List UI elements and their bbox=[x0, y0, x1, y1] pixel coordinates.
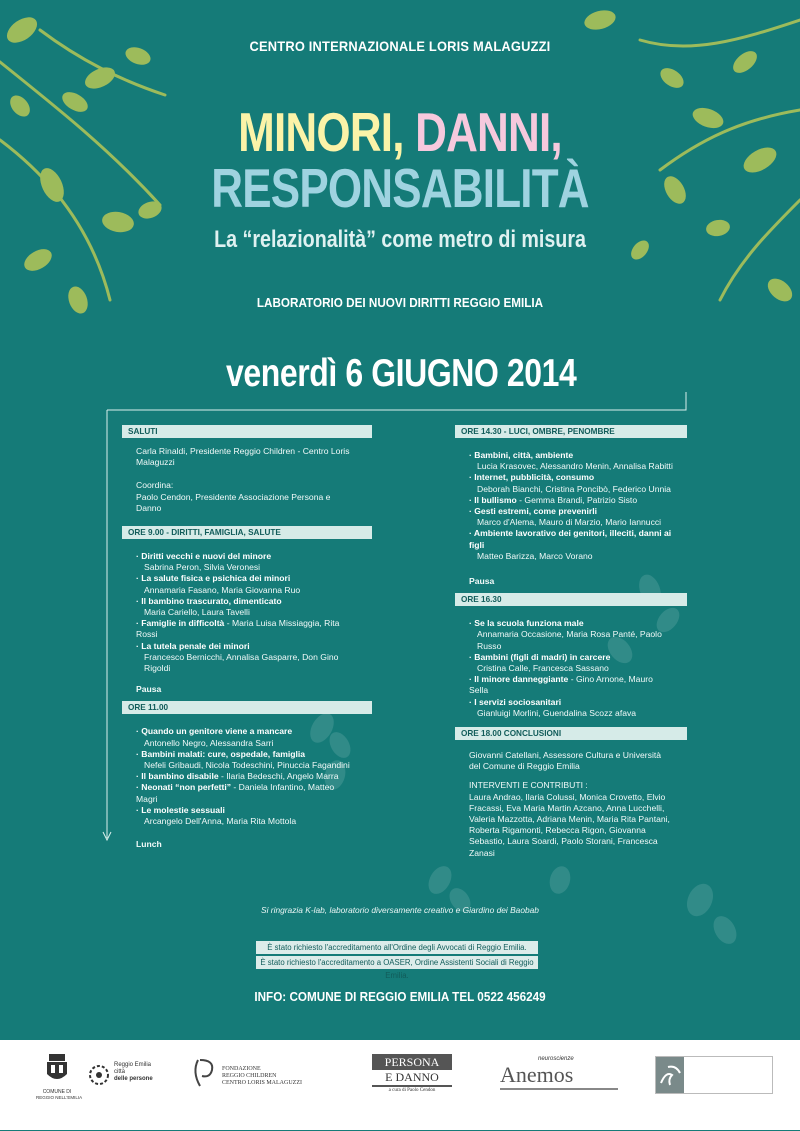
pausa-label: Pausa bbox=[469, 576, 495, 587]
title-line-1 bbox=[80, 101, 720, 163]
fondazione-line-1: FONDAZIONE bbox=[222, 1066, 261, 1072]
program-item-title: · Il minore danneggiante bbox=[469, 674, 569, 685]
persona-danno-logo bbox=[372, 1054, 452, 1095]
accreditation-note: È stato richiesto l'accreditamento all'Ordine degli Avvocati di Reggio Emilia. bbox=[256, 941, 538, 954]
program-item-speakers: Deborah Bianchi, Cristina Poncibò, Federico Unnia bbox=[477, 483, 671, 494]
citta-line-3: delle persone bbox=[114, 1076, 153, 1082]
program-item-title: · Diritti vecchi e nuovi del minore bbox=[136, 551, 272, 562]
program-item-speakers: Arcangelo Dell'Anna, Maria Rita Mottola bbox=[144, 816, 297, 827]
conclusioni-block bbox=[455, 740, 687, 859]
leaf-icon bbox=[21, 245, 56, 276]
program-item bbox=[136, 641, 358, 675]
anemos-small: neuroscienze bbox=[538, 1056, 574, 1062]
lab-line: LABORATORIO DEI NUOVI DIRITTI REGGIO EMILIA bbox=[256, 295, 544, 310]
program-item-speakers: Francesco Bernicchi, Annalisa Gasparre, Don Gino Rigoldi bbox=[144, 651, 339, 674]
program-item bbox=[469, 618, 673, 652]
thanks-note: Si ringrazia K-lab, laboratorio diversamente creativo e Giardino dei Baobab bbox=[261, 905, 539, 915]
program-item-title: · Internet, pubblicità, consumo bbox=[469, 472, 595, 483]
title-line-2: RESPONSABILITÀ bbox=[211, 157, 589, 219]
session-header: ORE 9.00 - DIRITTI, FAMIGLIA, SALUTE bbox=[122, 526, 372, 539]
session-list bbox=[455, 606, 687, 719]
fondazione-line-3: CENTRO LORIS MALAGUZZI bbox=[222, 1080, 302, 1086]
program-item bbox=[469, 506, 673, 528]
program-item-speakers: - Gino Arnone, Mauro Sella bbox=[469, 674, 653, 696]
program-item-title: · Neonati “non perfetti” bbox=[136, 782, 232, 793]
leaf-icon bbox=[657, 64, 687, 92]
program-item-speakers: - Ilaria Bedeschi, Angelo Marra bbox=[218, 771, 339, 782]
program-item bbox=[469, 450, 673, 472]
program-item-speakers: Sabrina Peron, Silvia Veronesi bbox=[144, 562, 261, 573]
program-item bbox=[136, 782, 358, 804]
saluti-header: SALUTI bbox=[122, 425, 372, 438]
event-date: venerdì 6 GIUGNO 2014 bbox=[226, 352, 577, 395]
program-item-speakers: Nefeli Gribaudi, Nicola Todeschini, Pinuccia Fagandini bbox=[144, 760, 350, 771]
comune-line-1: COMUNE DI bbox=[42, 1089, 72, 1095]
leaf-icon bbox=[35, 164, 68, 205]
interventi-text: Laura Andrao, Ilaria Colussi, Monica Crovetto, Elvio Fracassi, Eva Maria Martin Azcano, Anna Lucchelli, Valeria Mazzotta, Adriana Menin, Maria Rita Pantani, Roberta Rigamonti, Rebecca Rigon, Giovanna Sebastio, Laura Soardi, Paolo Storani, Francesca Zanasi bbox=[469, 791, 670, 858]
program-item-title: · La salute fisica e psichica dei minori bbox=[136, 573, 291, 584]
citta-line-1: Reggio Emilia bbox=[114, 1062, 152, 1068]
persona-top: PERSONA bbox=[372, 1054, 452, 1070]
program-item-speakers: - Gemma Brandi, Patrizio Sisto bbox=[516, 494, 638, 505]
citta-line-2: città bbox=[114, 1069, 126, 1075]
coordina-label: Coordina: bbox=[136, 480, 174, 491]
program-item-speakers: Annamaria Fasano, Maria Giovanna Ruo bbox=[144, 584, 301, 595]
program-item-speakers: Cristina Calle, Francesca Sassano bbox=[477, 663, 609, 674]
program-right-column bbox=[455, 425, 687, 859]
program-item-title: · Se la scuola funziona male bbox=[469, 618, 584, 629]
program-item-speakers: Matteo Barizza, Marco Vorano bbox=[477, 550, 593, 561]
session-header: ORE 14.30 - LUCI, OMBRE, PENOMBRE bbox=[455, 425, 687, 438]
program-item bbox=[469, 528, 673, 562]
program-item-title: · Bambini malati: cure, ospedale, famiglia bbox=[136, 748, 306, 759]
program-left-column bbox=[122, 425, 372, 856]
klab-logo bbox=[655, 1056, 773, 1094]
leaf-icon bbox=[763, 274, 796, 306]
program-item bbox=[136, 551, 358, 573]
program-item bbox=[469, 472, 673, 494]
citta-circle-icon bbox=[88, 1064, 110, 1086]
anemos-name: Anemos bbox=[500, 1062, 574, 1087]
leaf-icon bbox=[582, 7, 618, 33]
program-item-speakers: Marco d'Alema, Mauro di Marzio, Mario Iannucci bbox=[477, 517, 662, 528]
program-item bbox=[136, 749, 358, 771]
program-item-speakers: - Daniela Infantino, Matteo Magri bbox=[136, 782, 335, 804]
leaf-icon bbox=[6, 92, 34, 121]
program-item-speakers: Annamaria Occasione, Maria Rosa Panté, Paolo Russo bbox=[477, 629, 662, 651]
sponsor-footer bbox=[0, 1040, 800, 1130]
program-item bbox=[469, 495, 673, 506]
info-contact: INFO: COMUNE DI REGGIO EMILIA TEL 0522 456249 bbox=[254, 989, 546, 1004]
program-item bbox=[136, 771, 358, 782]
fondazione-symbol-icon bbox=[190, 1056, 220, 1090]
session-list bbox=[122, 714, 372, 827]
comune-line-2: REGGIO NELL'EMILIA bbox=[36, 1095, 83, 1100]
program-item bbox=[136, 726, 358, 748]
program-item bbox=[469, 674, 673, 696]
title-word-danni: DANNI, bbox=[415, 101, 562, 163]
accreditation-note: È stato richiesto l'accreditamento a OASER, Ordine Assistenti Sociali di Reggio Emilia. bbox=[256, 956, 538, 969]
saluti-text: Carla Rinaldi, Presidente Reggio Children - Centro Loris Malaguzzi bbox=[136, 446, 350, 468]
pausa-label: Pausa bbox=[136, 684, 162, 695]
session-header: ORE 11.00 bbox=[122, 701, 372, 714]
program-item-title: · Il bullismo bbox=[469, 494, 517, 505]
program-item-title: · Quando un genitore viene a mancare bbox=[136, 726, 293, 737]
program-item-title: · Ambiente lavorativo dei genitori, illeciti, danni ai figli bbox=[469, 528, 672, 550]
program-item-title: · I servizi sociosanitari bbox=[469, 696, 562, 707]
session-header: ORE 16.30 bbox=[455, 593, 687, 606]
interventi-label: INTERVENTI E CONTRIBUTI : bbox=[469, 780, 588, 791]
program-item-title: · Famiglie in difficoltà bbox=[136, 618, 225, 629]
program-item-title: · Bambini (figli di madri) in carcere bbox=[469, 651, 611, 662]
program-item bbox=[136, 805, 358, 827]
coordina-text: Paolo Cendon, Presidente Associazione Persona e Danno bbox=[136, 491, 331, 513]
conclusioni-text: Giovanni Catellani, Assessore Cultura e Università del Comune di Reggio Emilia bbox=[469, 750, 662, 772]
program-item-title: · Il bambino trascurato, dimenticato bbox=[136, 595, 282, 606]
title-word-minori: MINORI, bbox=[238, 101, 404, 163]
program-item-title: · Il bambino disabile bbox=[136, 771, 219, 782]
program-item-title: · Gesti estremi, come prevenirli bbox=[469, 506, 598, 517]
program-item bbox=[469, 652, 673, 674]
coat-of-arms-icon bbox=[43, 1052, 71, 1084]
organizer: CENTRO INTERNAZIONALE LORIS MALAGUZZI bbox=[249, 38, 551, 54]
session-list bbox=[455, 438, 687, 562]
program-item-speakers: Gianluigi Morlini, Guendalina Scozz afava bbox=[477, 707, 637, 718]
program-item-speakers: Maria Cariello, Laura Tavelli bbox=[144, 607, 250, 618]
program-item bbox=[136, 618, 358, 640]
program-item-title: · Le molestie sessuali bbox=[136, 804, 225, 815]
hands-icon bbox=[656, 1057, 684, 1093]
comune-logo bbox=[36, 1052, 83, 1101]
program-item bbox=[136, 573, 358, 595]
lunch-label: Lunch bbox=[136, 839, 162, 850]
program-item-speakers: Antonello Negro, Alessandra Sarri bbox=[144, 737, 274, 748]
session-list bbox=[122, 539, 372, 674]
leaf-icon bbox=[739, 142, 780, 177]
program-item bbox=[136, 596, 358, 618]
saluti-block bbox=[122, 438, 372, 514]
program-item bbox=[469, 697, 673, 719]
persona-sub: a cura di Paolo Cendon bbox=[388, 1088, 436, 1093]
session-header: ORE 18.00 CONCLUSIONI bbox=[455, 727, 687, 740]
program-item-speakers: - Maria Luisa Missiaggia, Rita Rossi bbox=[136, 618, 340, 640]
program-item-title: · Bambini, città, ambiente bbox=[469, 450, 574, 460]
program-item-title: · La tutela penale dei minori bbox=[136, 640, 250, 651]
persona-bottom: E DANNO bbox=[372, 1070, 452, 1087]
subtitle: La “relazionalità” come metro di misura bbox=[214, 226, 586, 253]
program-item-speakers: Lucia Krasovec, Alessandro Menin, Annalisa Rabitti bbox=[477, 461, 673, 472]
fondazione-line-2: REGGIO CHILDREN bbox=[222, 1073, 277, 1079]
